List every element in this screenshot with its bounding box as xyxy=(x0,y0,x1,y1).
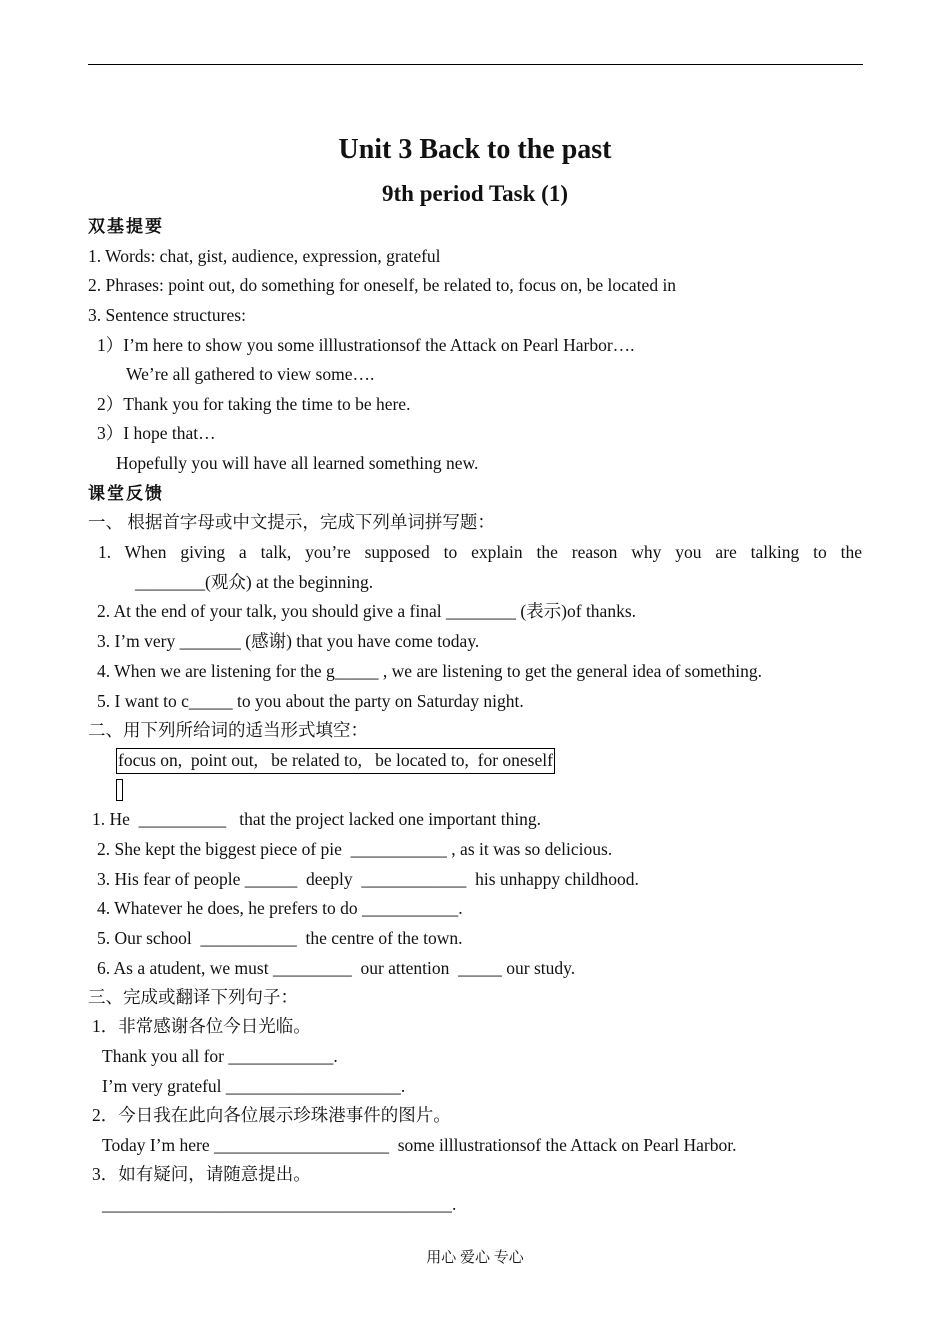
part2-q1: 1. He __________ that the project lacked one important thing. xyxy=(92,809,542,829)
part3-q2a: Today I’m here ____________________ some illlustrationsof the Attack on Pearl Harbor. xyxy=(102,1135,737,1155)
section-heading-feedback: 课堂反馈 xyxy=(88,484,164,504)
part1-q1: 1. When giving a talk, you’re supposed to explain the reason why you are talking to the xyxy=(98,542,862,562)
structure-2: 2）Thank you for taking the time to be here. xyxy=(97,394,411,414)
part2-q4: 4. Whatever he does, he prefers to do ___________. xyxy=(97,898,463,918)
part3-q3a: ________________________________________. xyxy=(102,1194,457,1214)
part1-q4: 4. When we are listening for the g_____ , we are listening to get the general idea of something. xyxy=(97,661,762,681)
part1-q3: 3. I’m very _______ (感谢) that you have come today. xyxy=(97,631,480,651)
part3-q1a: Thank you all for ____________. xyxy=(102,1046,338,1066)
part2-q2: 2. She kept the biggest piece of pie ___________ , as it was so delicious. xyxy=(97,839,613,859)
structure-1b: We’re all gathered to view some…. xyxy=(126,364,375,384)
structure-3b: Hopefully you will have all learned something new. xyxy=(116,453,479,473)
part1-q1-cont: ________(观众) at the beginning. xyxy=(135,572,374,592)
part1-q5: 5. I want to c_____ to you about the party on Saturday night. xyxy=(97,691,524,711)
words-line: 1. Words: chat, gist, audience, expression, grateful xyxy=(88,246,441,266)
text-cursor-box xyxy=(116,779,123,801)
part3-q3: 3．如有疑问，请随意提出。 xyxy=(92,1164,311,1184)
page-subtitle: 9th period Task (1) xyxy=(382,181,568,206)
part2-q6: 6. As a atudent, we must _________ our attention _____ our study. xyxy=(97,958,576,978)
part3-title: 三、完成或翻译下列句子： xyxy=(88,987,298,1007)
part2-q5: 5. Our school ___________ the centre of the town. xyxy=(97,928,463,948)
part3-q2: 2．今日我在此向各位展示珍珠港事件的图片。 xyxy=(92,1105,451,1125)
structure-3: 3）I hope that… xyxy=(97,423,216,443)
part2-q3: 3. His fear of people ______ deeply ____________ his unhappy childhood. xyxy=(97,869,639,889)
page-footer: 用心 爱心 专心 xyxy=(426,1250,524,1266)
section-heading-basics: 双基提要 xyxy=(88,217,164,237)
part3-q1b: I’m very grateful ____________________. xyxy=(102,1076,406,1096)
word-bank-box: focus on, point out, be related to, be located to, for oneself xyxy=(116,748,555,774)
page-title: Unit 3 Back to the past xyxy=(338,134,612,165)
structures-heading: 3. Sentence structures: xyxy=(88,305,246,325)
header-rule xyxy=(88,64,863,65)
part2-title: 二、用下列所给词的适当形式填空： xyxy=(88,720,368,740)
structure-1: 1）I’m here to show you some illlustrationsof the Attack on Pearl Harbor…. xyxy=(97,335,635,355)
part1-q2: 2. At the end of your talk, you should give a final ________ (表示)of thanks. xyxy=(97,601,637,621)
part3-q1: 1．非常感谢各位今日光临。 xyxy=(92,1016,311,1036)
part1-title: 一、 根据首字母或中文提示，完成下列单词拼写题： xyxy=(88,512,495,532)
phrases-line: 2. Phrases: point out, do something for oneself, be related to, focus on, be located in xyxy=(88,275,677,295)
